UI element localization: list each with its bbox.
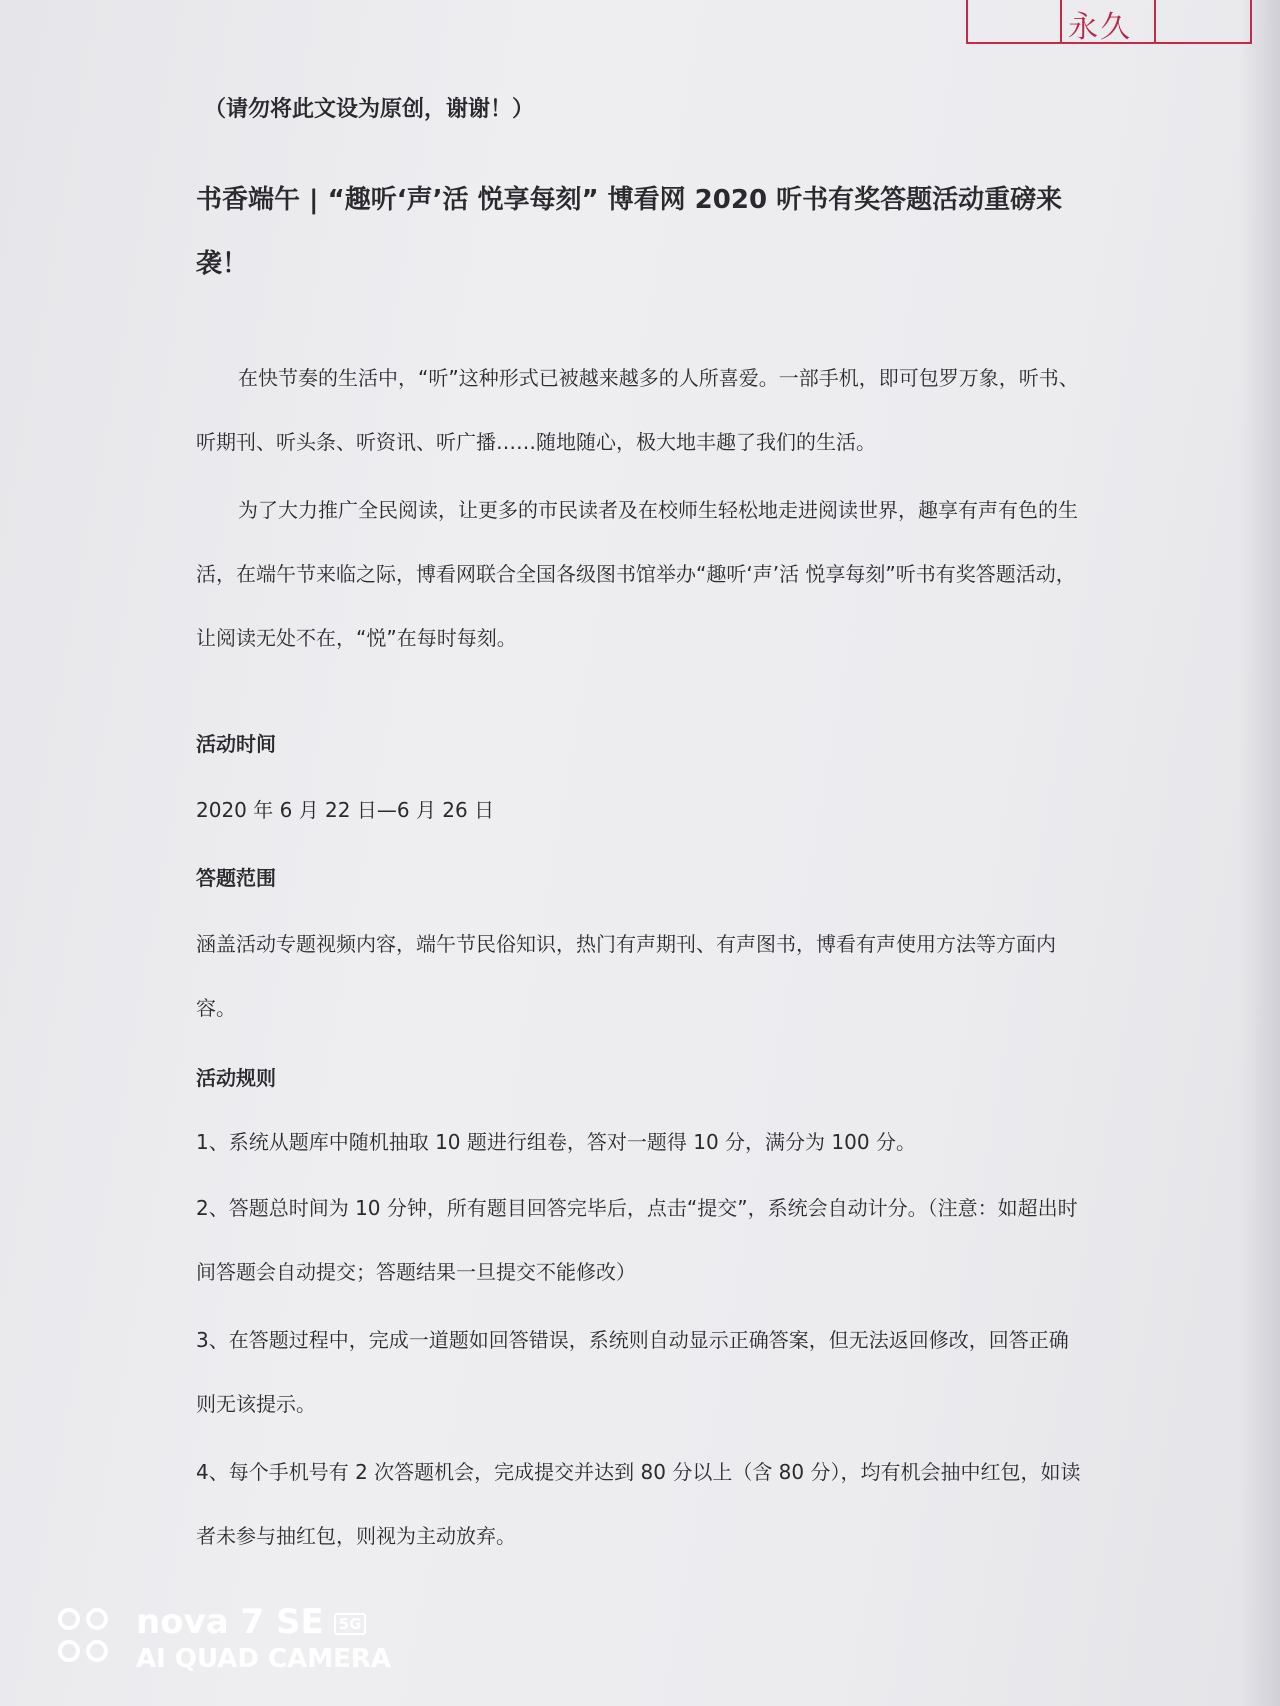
- section-heading-time: 活动时间: [196, 732, 276, 756]
- rule-item-3: 3、在答题过程中，完成一道题如回答错误，系统则自动显示正确答案，但无法返回修改，回答正确则无该提示。: [196, 1328, 1069, 1416]
- stamp-divider: [1154, 0, 1156, 44]
- rule-item-1: 1、系统从题库中随机抽取 10 题进行组卷，答对一题得 10 分，满分为 100 分。: [196, 1130, 916, 1154]
- article-title: 书香端午 | “趣听‘声’活 悦享每刻” 博看网 2020 听书有奖答题活动重磅来袭！: [196, 185, 1063, 279]
- retention-stamp-table: [966, 0, 1252, 44]
- intro-paragraph-1: 在快节奏的生活中，“听”这种形式已被越来越多的人所喜爱。一部手机，即可包罗万象，听书、听期刊、听头条、听资讯、听广播……随地随心，极大地丰趣了我们的生活。: [196, 366, 1079, 454]
- stamp-divider: [1060, 0, 1062, 44]
- watermark-5g-badge: 5G: [334, 1613, 367, 1635]
- retention-stamp-text: 永久: [1068, 10, 1132, 45]
- page-edge-shadow: [1240, 0, 1280, 1706]
- watermark-subtitle: AI QUAD CAMERA: [136, 1644, 391, 1674]
- watermark-model: nova 7 SE: [136, 1602, 324, 1642]
- scope-paragraph: 涵盖活动专题视频内容，端午节民俗知识，热门有声期刊、有声图书，博看有声使用方法等方面内容。: [196, 932, 1056, 1020]
- activity-time-value: 2020 年 6 月 22 日—6 月 26 日: [196, 798, 495, 822]
- rule-item-2: 2、答题总时间为 10 分钟，所有题目回答完毕后，点击“提交”，系统会自动计分。（注意：如超出时间答题会自动提交；答题结果一旦提交不能修改）: [196, 1196, 1078, 1284]
- section-heading-scope: 答题范围: [196, 866, 276, 890]
- section-heading-rules: 活动规则: [196, 1066, 276, 1090]
- intro-paragraph-2: 为了大力推广全民阅读，让更多的市民读者及在校师生轻松地走进阅读世界，趣享有声有色的生活，在端午节来临之际，博看网联合全国各级图书馆举办“趣听‘声’活 悦享每刻”听书有奖答题活动，让阅读无处不在，“悦”在每时每刻。: [196, 498, 1078, 650]
- rule-item-4: 4、每个手机号有 2 次答题机会，完成提交并达到 80 分以上（含 80 分），均有机会抽中红包，如读者未参与抽红包，则视为主动放弃。: [196, 1460, 1081, 1548]
- watermark-brand: [136, 1602, 366, 1642]
- camera-logo-icon: [58, 1608, 118, 1672]
- repost-note: （请勿将此文设为原创，谢谢！）: [204, 97, 535, 122]
